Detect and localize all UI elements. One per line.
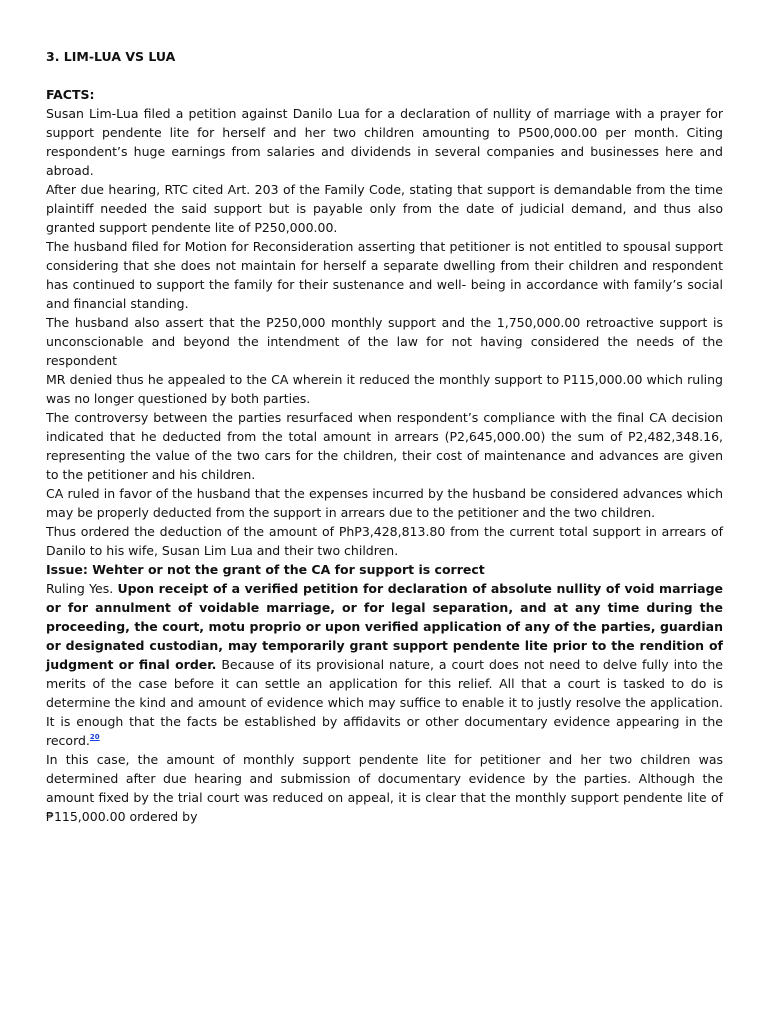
ruling-lead: Ruling Yes.: [46, 581, 118, 596]
paragraph-controversy: The controversy between the parties resurfaced when respondent’s compliance with the final CA decision indicated that he deducted from the total amount in arrears (P2,645,000.00) the sum of P2,482,348.16, representing the value of the two cars for the children, their cost of maintenance and advances are given to the petitioner and his children.: [46, 410, 723, 482]
paragraph-motion-reconsideration: The husband filed for Motion for Reconsideration asserting that petitioner is not entitled to spousal support considering that she does not maintain for herself a separate dwelling from their children and respondent has continued to support the family for their sustenance and well- being in accordance with family’s social and financial standing.: [46, 239, 723, 311]
paragraph-in-this-case: In this case, the amount of monthly support pendente lite for petitioner and her two children was determined after due hearing and submission of documentary evidence by the parties. Although the amount fixed by the trial court was reduced on appeal, it is clear that the monthly support pendente lite of ₱115,000.00 ordered by: [46, 752, 723, 824]
paragraph-ca-appeal: MR denied thus he appealed to the CA wherein it reduced the monthly support to P115,000.00 which ruling was no longer questioned by both parties.: [46, 372, 723, 406]
ruling-rest: Because of its provisional nature, a court does not need to delve fully into the merits of the case before it can settle an application for this relief. All that a court is tasked to do is determine the kind and amount of evidence which may suffice to enable it to justly resolve the application. It is enough that the facts be established by affidavits or other documentary evidence appearing in the record.: [46, 657, 723, 748]
ruling-paragraph: [46, 579, 723, 750]
document-page: [46, 44, 723, 826]
paragraph-husband-assertion: The husband also assert that the P250,000 monthly support and the 1,750,000.00 retroactive support is unconscionable and beyond the intendment of the law for not having considered the needs of the respondent: [46, 315, 723, 368]
paragraph-deduction-order: Thus ordered the deduction of the amount of PhP3,428,813.80 from the current total support in arrears of Danilo to his wife, Susan Lim Lua and their two children.: [46, 524, 723, 558]
paragraph-ca-ruling: CA ruled in favor of the husband that the expenses incurred by the husband be considered advances which may be properly deducted from the support in arrears due to the petitioner and the two children.: [46, 486, 723, 520]
issue-statement: Issue: Wehter or not the grant of the CA for support is correct: [46, 562, 485, 577]
case-title: 3. LIM-LUA VS LUA: [46, 49, 176, 64]
paragraph-petition: Susan Lim-Lua filed a petition against Danilo Lua for a declaration of nullity of marriage with a prayer for support pendente lite for herself and her two children amounting to P500,000.00 per month. Citing respondent’s huge earnings from salaries and dividends in several companies and businesses here and abroad.: [46, 106, 723, 178]
footnote-link[interactable]: 20: [89, 733, 100, 741]
facts-heading: FACTS:: [46, 87, 95, 102]
ruling-bold-text: Upon receipt of a verified petition for declaration of absolute nullity of void marriage or for annulment of voidable marriage, or for legal separation, and at any time during the proceeding, the court, motu proprio or upon verified application of any of the parties, guardian or designated custodian, may temporarily grant support pendente lite prior to the rendition of judgment or final order.: [46, 581, 723, 672]
paragraph-rtc-ruling: After due hearing, RTC cited Art. 203 of the Family Code, stating that support is demandable from the time plaintiff needed the said support but is payable only from the date of judicial demand, and thus also granted support pendente lite of P250,000.00.: [46, 182, 723, 235]
